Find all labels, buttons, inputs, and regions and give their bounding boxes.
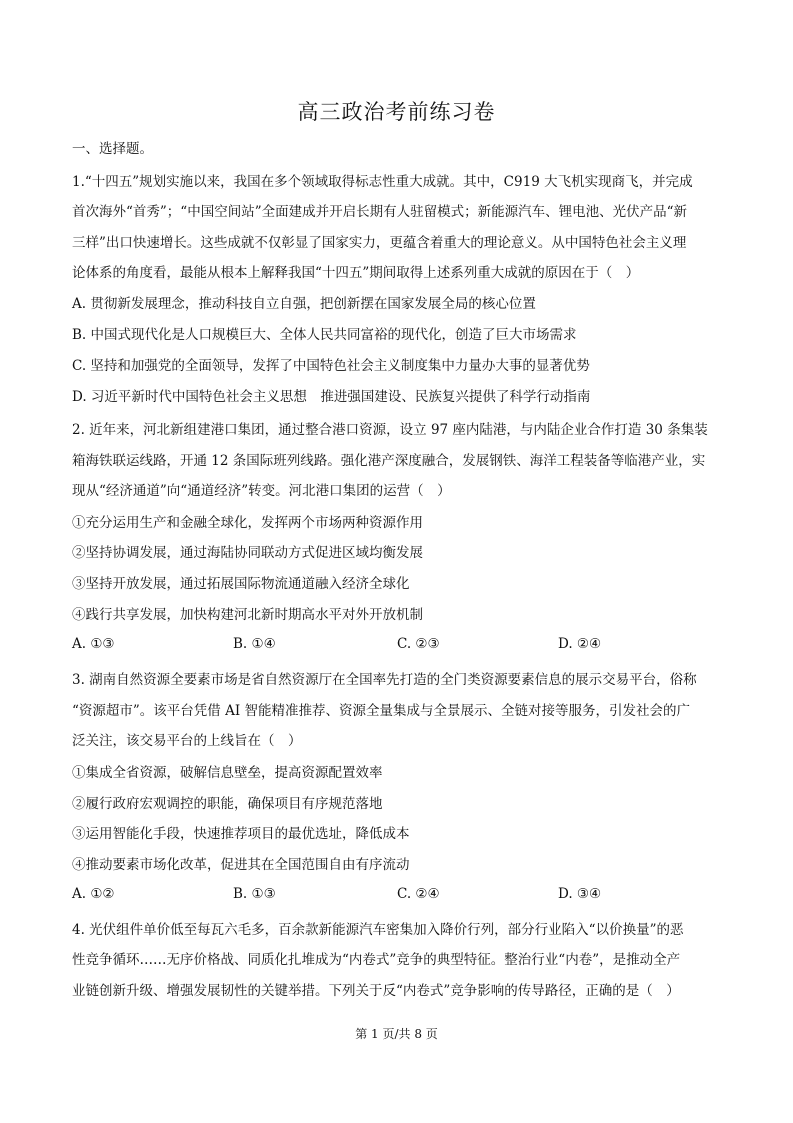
q1-stem-line-1: 1.“十四五”规划实施以来，我国在多个领域取得标志性重大成就。其中，C919 大飞机实现商飞，并完成 [72, 174, 693, 190]
q3-item-4: ④推动要素市场化改革，促进其在全国范围自由有序流动 [72, 857, 410, 873]
q3-item-2: ②履行政府宏观调控的职能，确保项目有序规范落地 [72, 796, 383, 812]
q3-stem-line-2: “资源超市”。该平台凭借 AI 智能精准推荐、资源全量集成与全景展示、全链对接等服务，引发社会的广 [72, 703, 690, 719]
q4-stem-line-3: 业链创新升级、增强发展韧性的关键举措。下列关于反“内卷式”竞争影响的传导路径，正确的是（ ） [72, 983, 680, 999]
q1-option-d: D. 习近平新时代中国特色社会主义思想 推进强国建设、民族复兴提供了科学行动指南 [72, 389, 591, 405]
q1-option-b: B. 中国式现代化是人口规模巨大、全体人民共同富裕的现代化，创造了巨大市场需求 [72, 327, 577, 343]
q2-stem-line-2: 箱海铁联运线路，开通 12 条国际班列线路。强化港产深度融合，发展钢铁、海洋工程装备等临港产业，实 [72, 453, 706, 469]
section-heading: 一、选择题。 [72, 141, 153, 157]
q1-stem-line-2: 首次海外“首秀”；“中国空间站”全面建成并开启长期有人驻留模式；新能源汽车、锂电池、光伏产品“新 [72, 204, 688, 220]
q4-stem-line-1: 4. 光伏组件单价低至每瓦六毛多，百余款新能源汽车密集加入降价行列，部分行业陷入“以价换量”的恶 [72, 922, 684, 938]
q2-stem-line-1: 2. 近年来，河北新组建港口集团，通过整合港口资源，设立 97 座内陆港，与内陆企业合作打造 30 条集装 [72, 422, 708, 438]
q3-choice-d: D. ③④ [558, 886, 602, 902]
q3-choice-a: A. ①② [72, 886, 115, 902]
q1-option-c: C. 坚持和加强党的全面领导，发挥了中国特色社会主义制度集中力量办大事的显著优势 [72, 358, 590, 374]
q2-choice-c: C. ②③ [397, 636, 440, 652]
q1-option-a: A. 贯彻新发展理念，推动科技自立自强，把创新摆在国家发展全局的核心位置 [72, 296, 536, 312]
q3-item-1: ①集成全省资源，破解信息壁垒，提高资源配置效率 [72, 765, 383, 781]
q3-choice-c: C. ②④ [397, 886, 440, 902]
q4-stem-line-2: 性竞争循环……无序价格战、同质化扎堆成为“内卷式”竞争的典型特征。整治行业“内卷”，是推动全产 [72, 952, 681, 968]
q2-choice-d: D. ②④ [558, 636, 602, 652]
q2-item-1: ①充分运用生产和金融全球化，发挥两个市场两种资源作用 [72, 515, 423, 531]
q3-stem-line-1: 3. 湖南自然资源全要素市场是省自然资源厅在全国率先打造的全门类资源要素信息的展示交易平台，俗称 [72, 672, 697, 688]
page-footer: 第 1 页/共 8 页 [355, 1027, 438, 1041]
q1-stem-line-3: 三样”出口快速增长。这些成就不仅彰显了国家实力，更蕴含着重大的理论意义。从中国特色社会主义理 [72, 235, 687, 251]
q3-stem-line-3: 泛关注，该交易平台的上线旨在（ ） [72, 733, 302, 749]
q1-stem-line-4: 论体系的角度看，最能从根本上解释我国“十四五”期间取得上述系列重大成就的原因在于（ ） [72, 265, 640, 281]
exam-title: 高三政治考前练习卷 [297, 100, 496, 124]
q2-choice-a: A. ①③ [72, 636, 115, 652]
q2-item-2: ②坚持协调发展，通过海陆协同联动方式促进区域均衡发展 [72, 545, 423, 561]
q2-stem-line-3: 现从“经济通道”向“通道经济”转变。河北港口集团的运营（ ） [72, 483, 451, 499]
q3-item-3: ③运用智能化手段，快速推荐项目的最优选址，降低成本 [72, 826, 410, 842]
q3-choice-b: B. ①③ [233, 886, 276, 902]
q2-item-3: ③坚持开放发展，通过拓展国际物流通道融入经济全球化 [72, 576, 410, 592]
q2-choice-b: B. ①④ [233, 636, 276, 652]
q2-item-4: ④践行共享发展，加快构建河北新时期高水平对外开放机制 [72, 607, 423, 623]
